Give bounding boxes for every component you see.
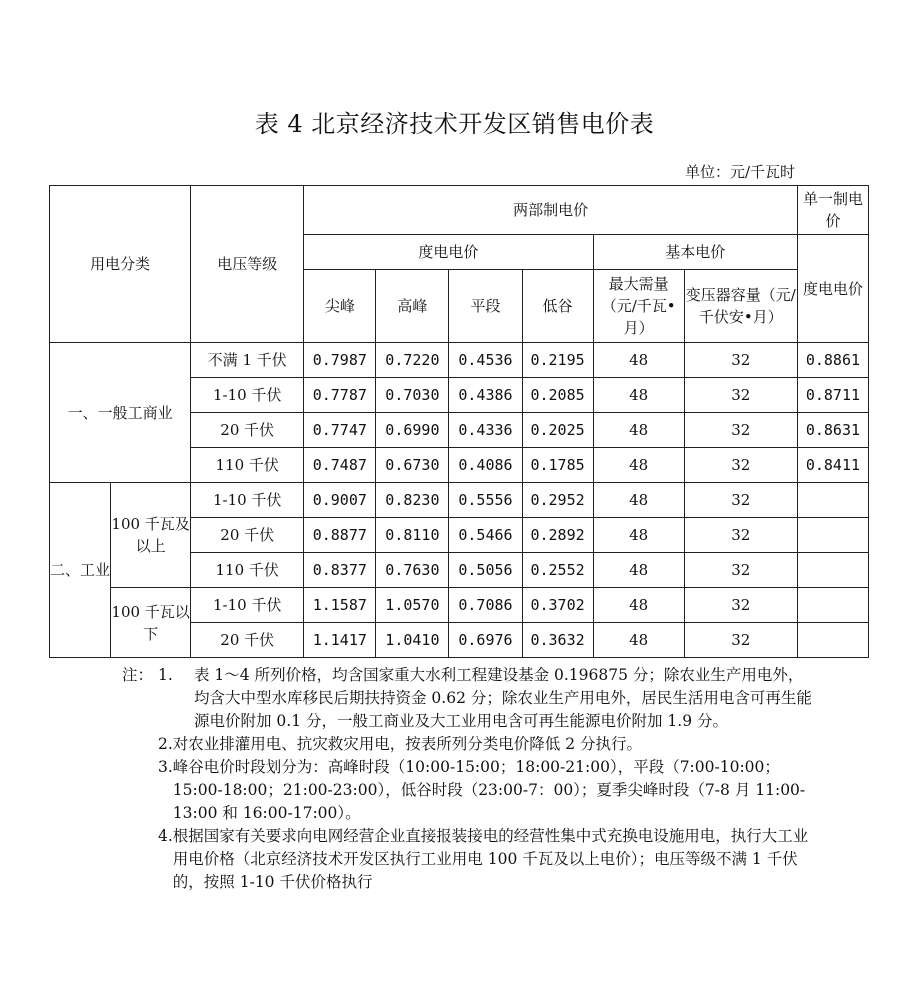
single-price-cell: 0.8411 xyxy=(797,448,868,483)
note-text: 表 1～4 所列价格，均含国家重大水利工程建设基金 0.196875 分；除农业生产用电外，均含大中型水库移民后期扶持资金 0.62 分；除农业生产用电外，居民生活用电含可再生能源电价附加 0.1 分，一般工商业及大工业用电含可再生能源电价附加 1.9 分。 xyxy=(194,666,812,730)
price-cell: 0.8377 xyxy=(304,553,376,588)
voltage-cell: 20 千伏 xyxy=(191,623,304,658)
voltage-cell: 20 千伏 xyxy=(191,518,304,553)
voltage-cell: 110 千伏 xyxy=(191,448,304,483)
price-cell: 0.4536 xyxy=(449,343,522,378)
single-price-cell: 0.8861 xyxy=(797,343,868,378)
price-cell: 0.9007 xyxy=(304,483,376,518)
header-single: 单一制电价 xyxy=(797,186,868,235)
price-cell: 0.2025 xyxy=(522,413,593,448)
empty-cell xyxy=(797,553,868,588)
capacity-cell: 32 xyxy=(684,588,797,623)
price-cell: 0.8230 xyxy=(376,483,449,518)
capacity-cell: 32 xyxy=(684,518,797,553)
price-cell: 0.3632 xyxy=(522,623,593,658)
header-peak: 高峰 xyxy=(376,270,449,343)
demand-cell: 48 xyxy=(593,553,684,588)
price-table xyxy=(49,185,869,658)
header-transformer: 变压器容量（元/千伏安•月） xyxy=(684,270,797,343)
note-item xyxy=(122,733,812,756)
price-cell: 0.7220 xyxy=(376,343,449,378)
voltage-cell: 1-10 千伏 xyxy=(191,483,304,518)
single-price-cell: 0.8711 xyxy=(797,378,868,413)
price-cell: 1.1417 xyxy=(304,623,376,658)
price-cell: 0.6976 xyxy=(449,623,522,658)
voltage-cell: 20 千伏 xyxy=(191,413,304,448)
capacity-cell: 32 xyxy=(684,343,797,378)
header-energy-price: 度电电价 xyxy=(304,235,593,270)
notes-prefix: 注： xyxy=(122,666,154,684)
header-valley: 低谷 xyxy=(522,270,593,343)
empty-cell xyxy=(797,518,868,553)
price-cell: 0.2892 xyxy=(522,518,593,553)
header-peak-top: 尖峰 xyxy=(304,270,376,343)
price-cell: 1.0570 xyxy=(376,588,449,623)
price-cell: 0.8877 xyxy=(304,518,376,553)
demand-cell: 48 xyxy=(593,343,684,378)
group-above-100kw: 100 千瓦及以上 xyxy=(111,483,191,588)
price-cell: 0.4086 xyxy=(449,448,522,483)
header-category: 用电分类 xyxy=(50,186,191,343)
note-item xyxy=(122,664,812,733)
note-number: 2. xyxy=(158,735,173,753)
price-cell: 0.7630 xyxy=(376,553,449,588)
category-general: 一、一般工商业 xyxy=(50,343,191,483)
price-cell: 0.5056 xyxy=(449,553,522,588)
note-number: 3. xyxy=(158,758,173,776)
note-text: 峰谷电价时段划分为：高峰时段（10:00-15:00；18:00-21:00），平段（7:00-10:00；15:00-18:00；21:00-23:00），低谷时段（23:00-7：00）；夏季尖峰时段（7-8 月 11:00-13:00 和 16:00-17:00）。 xyxy=(172,758,806,822)
group-below-100kw: 100 千瓦以下 xyxy=(111,588,191,658)
price-cell: 0.4386 xyxy=(449,378,522,413)
unit-label: 单位：元/千瓦时 xyxy=(684,163,795,181)
price-cell: 0.1785 xyxy=(522,448,593,483)
category-industrial: 二、工业 xyxy=(50,483,111,658)
note-number: 1. xyxy=(158,666,173,684)
capacity-cell: 32 xyxy=(684,483,797,518)
demand-cell: 48 xyxy=(593,518,684,553)
table-row xyxy=(50,588,869,623)
price-cell: 0.5466 xyxy=(449,518,522,553)
capacity-cell: 32 xyxy=(684,553,797,588)
price-cell: 0.7086 xyxy=(449,588,522,623)
price-cell: 0.7987 xyxy=(304,343,376,378)
demand-cell: 48 xyxy=(593,378,684,413)
note-text: 对农业排灌用电、抗灾救灾用电，按表所列分类电价降低 2 分执行。 xyxy=(172,735,643,753)
note-text: 根据国家有关要求向电网经营企业直接报装接电的经营性集中式充换电设施用电，执行大工业用电价格（北京经济技术开发区执行工业用电 100 千瓦及以上电价）；电压等级不满 1 千伏的，按照 1-10 千伏价格执行 xyxy=(172,827,809,891)
demand-cell: 48 xyxy=(593,623,684,658)
price-cell: 0.2952 xyxy=(522,483,593,518)
empty-cell xyxy=(797,623,868,658)
price-cell: 0.7747 xyxy=(304,413,376,448)
voltage-cell: 不满 1 千伏 xyxy=(191,343,304,378)
demand-cell: 48 xyxy=(593,483,684,518)
price-cell: 0.6990 xyxy=(376,413,449,448)
price-cell: 0.3702 xyxy=(522,588,593,623)
table-row xyxy=(50,343,869,378)
price-cell: 1.1587 xyxy=(304,588,376,623)
price-cell: 0.7487 xyxy=(304,448,376,483)
demand-cell: 48 xyxy=(593,413,684,448)
header-voltage: 电压等级 xyxy=(191,186,304,343)
header-single-energy: 度电电价 xyxy=(797,235,868,343)
price-cell: 0.7030 xyxy=(376,378,449,413)
price-cell: 1.0410 xyxy=(376,623,449,658)
price-cell: 0.2195 xyxy=(522,343,593,378)
price-cell: 0.6730 xyxy=(376,448,449,483)
demand-cell: 48 xyxy=(593,588,684,623)
empty-cell xyxy=(797,483,868,518)
page-title: 表 4 北京经济技术开发区销售电价表 xyxy=(254,110,655,138)
single-price-cell: 0.8631 xyxy=(797,413,868,448)
table-row xyxy=(50,483,869,518)
price-cell: 0.2552 xyxy=(522,553,593,588)
capacity-cell: 32 xyxy=(684,378,797,413)
header-two-part: 两部制电价 xyxy=(304,186,798,235)
note-item xyxy=(122,756,812,825)
price-cell: 0.2085 xyxy=(522,378,593,413)
empty-cell xyxy=(797,588,868,623)
price-cell: 0.7787 xyxy=(304,378,376,413)
header-flat: 平段 xyxy=(449,270,522,343)
price-cell: 0.4336 xyxy=(449,413,522,448)
header-max-demand: 最大需量（元/千瓦•月） xyxy=(593,270,684,343)
header-row-1 xyxy=(50,186,869,235)
note-number: 4. xyxy=(158,827,173,845)
demand-cell: 48 xyxy=(593,448,684,483)
notes-section xyxy=(122,664,812,894)
capacity-cell: 32 xyxy=(684,623,797,658)
capacity-cell: 32 xyxy=(684,448,797,483)
note-item xyxy=(122,825,812,894)
voltage-cell: 1-10 千伏 xyxy=(191,588,304,623)
header-basic-price: 基本电价 xyxy=(593,235,797,270)
price-cell: 0.5556 xyxy=(449,483,522,518)
price-cell: 0.8110 xyxy=(376,518,449,553)
capacity-cell: 32 xyxy=(684,413,797,448)
voltage-cell: 110 千伏 xyxy=(191,553,304,588)
voltage-cell: 1-10 千伏 xyxy=(191,378,304,413)
